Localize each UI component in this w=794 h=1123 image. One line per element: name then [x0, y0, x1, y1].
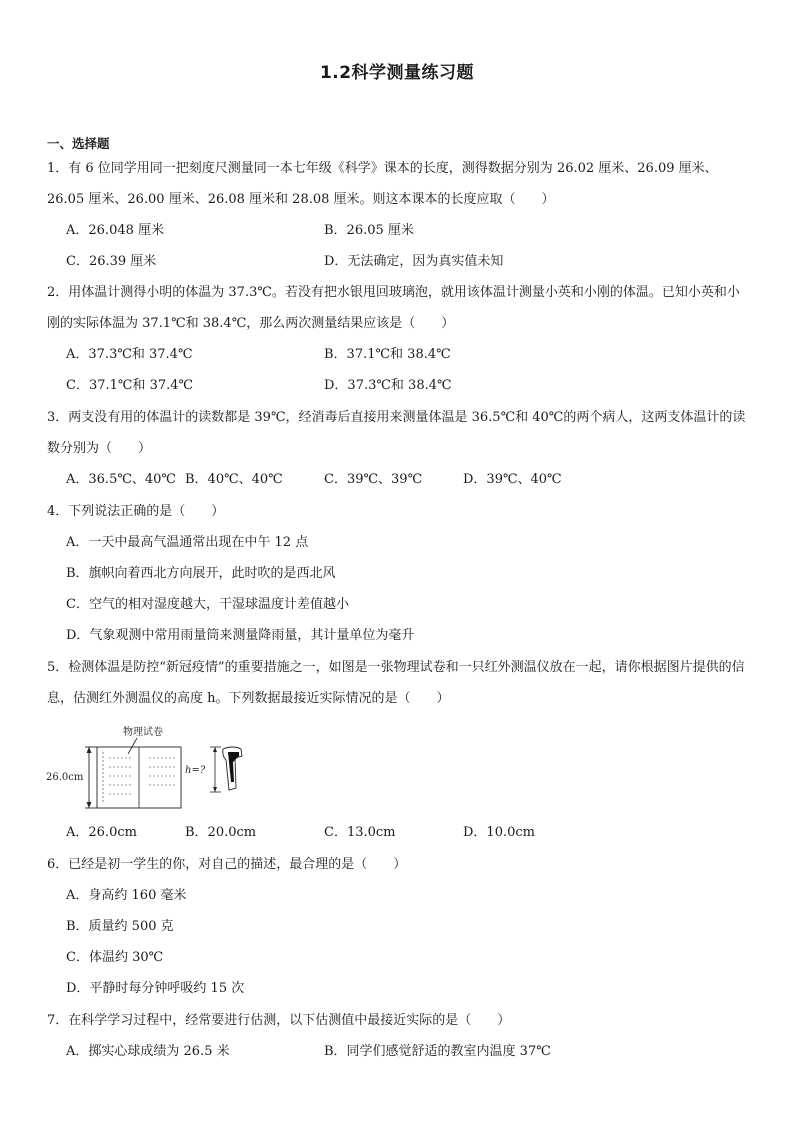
q1-option-c[interactable]: C．26.39 厘米	[66, 254, 157, 269]
q3-option-c[interactable]: C．39℃、39℃	[324, 472, 423, 487]
figure-paper-label: 物理试卷	[123, 727, 163, 738]
q1-option-d[interactable]: D．无法确定，因为真实值未知	[324, 254, 504, 269]
q2-option-c[interactable]: C．37.1℃和 37.4℃	[66, 378, 194, 393]
arrow-up-icon	[87, 747, 92, 753]
figure-h-label: h=?	[185, 765, 206, 776]
h-arrow-down-icon	[213, 787, 217, 792]
question-1-stem: 1．有 6 位同学用同一把刻度尺测量同一本七年级《科学》课本的长度，测得数据分别为 26.02 厘米、26.09 厘米、26.05 厘米、26.00 厘米、26.08 厘米和 28.08 厘米。则这本课本的长度应取（ ）	[47, 161, 718, 207]
figure-height-label: 26.0cm	[46, 772, 84, 783]
question-6-stem: 6．已经是初一学生的你，对自己的描述，最合理的是（ ）	[47, 857, 407, 872]
q4-option-c[interactable]: C．空气的相对湿度越大，干湿球温度计差值越小	[66, 597, 349, 612]
q7-option-a[interactable]: A．掷实心球成绩为 26.5 米	[66, 1044, 230, 1059]
q3-option-a[interactable]: A．36.5℃、40℃	[66, 472, 176, 487]
q6-option-c[interactable]: C．体温约 30℃	[66, 950, 164, 965]
q5-option-a[interactable]: A．26.0cm	[66, 825, 137, 840]
h-arrow-up-icon	[213, 747, 217, 752]
q2-option-b[interactable]: B．37.1℃和 38.4℃	[324, 347, 451, 362]
q5-option-c[interactable]: C．13.0cm	[324, 825, 396, 840]
page-title: 1.2科学测量练习题	[319, 63, 475, 83]
q1-option-a[interactable]: A．26.048 厘米	[66, 223, 165, 238]
infrared-thermometer-icon	[223, 747, 242, 790]
section-heading: 一、选择题	[47, 136, 110, 151]
question-2-stem: 2．用体温计测得小明的体温为 37.3℃。若没有把水银甩回玻璃泡，就用该体温计测量小英和小刚的体温。已知小英和小刚的实际体温为 37.1℃和 38.4℃，那么两次测量结果应该是（ ）	[47, 285, 740, 331]
q6-option-d[interactable]: D．平静时每分钟呼吸约 15 次	[66, 981, 245, 996]
q4-option-b[interactable]: B．旗帜向着西北方向展开，此时吹的是西北风	[66, 566, 336, 581]
q1-option-b[interactable]: B．26.05 厘米	[324, 223, 414, 238]
q4-option-a[interactable]: A．一天中最高气温通常出现在中午 12 点	[66, 535, 309, 550]
question-7-stem: 7．在科学学习过程中，经常要进行估测，以下估测值中最接近实际的是（ ）	[47, 1013, 511, 1028]
q6-option-a[interactable]: A．身高约 160 毫米	[66, 888, 187, 903]
figure-drawing	[45, 722, 265, 812]
arrow-down-icon	[87, 802, 92, 808]
question-5-stem: 5．检测体温是防控“新冠疫情”的重要措施之一，如图是一张物理试卷和一只红外测温仪放在一起，请你根据图片提供的信息，估测红外测温仪的高度 h。下列数据最接近实际情况的是（ ）	[47, 660, 745, 706]
q4-option-d[interactable]: D．气象观测中常用雨量筒来测量降雨量，其计量单位为毫升	[66, 628, 415, 643]
q3-option-d[interactable]: D．39℃、40℃	[463, 472, 562, 487]
q2-option-a[interactable]: A．37.3℃和 37.4℃	[66, 347, 193, 362]
q7-option-b[interactable]: B．同学们感觉舒适的教室内温度 37℃	[324, 1044, 551, 1059]
question-4-stem: 4．下列说法正确的是（ ）	[47, 504, 225, 519]
label-leader-line	[128, 738, 137, 754]
q5-option-d[interactable]: D．10.0cm	[463, 825, 535, 840]
q5-option-b[interactable]: B．20.0cm	[185, 825, 257, 840]
question-3-stem: 3．两支没有用的体温计的读数都是 39℃，经消毒后直接用来测量体温是 36.5℃和 40℃的两个病人，这两支体温计的读数分别为（ ）	[47, 410, 746, 456]
paper-text-lines	[109, 758, 175, 794]
q2-option-d[interactable]: D．37.3℃和 38.4℃	[324, 378, 452, 393]
exam-paper-thermometer-figure	[45, 722, 265, 812]
q6-option-b[interactable]: B．质量约 500 克	[66, 919, 174, 934]
q3-option-b[interactable]: B．40℃、40℃	[185, 472, 283, 487]
